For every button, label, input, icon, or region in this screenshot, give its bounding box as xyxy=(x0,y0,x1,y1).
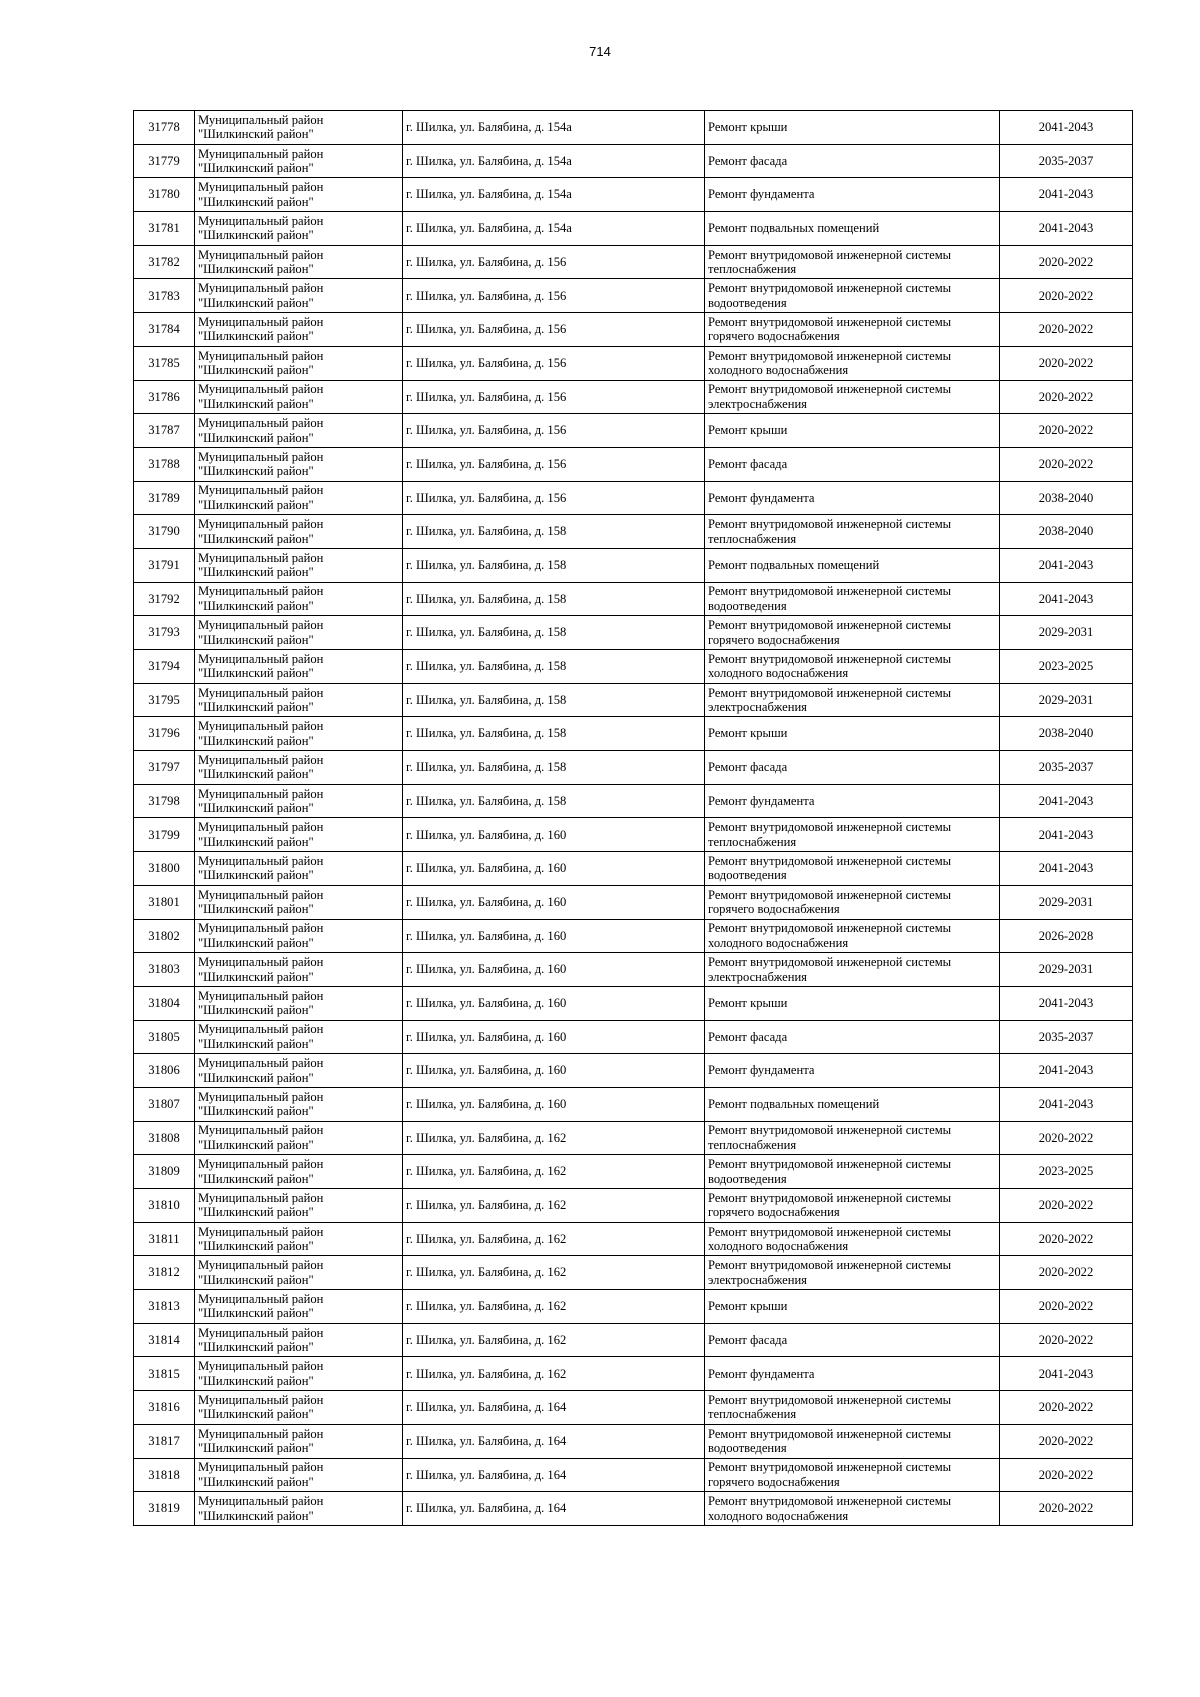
municipality-cell: Муниципальный район "Шилкинский район" xyxy=(195,717,403,751)
work-type-cell: Ремонт внутридомовой инженерной системы теплоснабжения xyxy=(705,1391,1000,1425)
period-cell: 2041-2043 xyxy=(1000,784,1133,818)
address-cell: г. Шилка, ул. Балябина, д. 158 xyxy=(403,650,705,684)
table-row xyxy=(134,919,1133,953)
period-cell: 2029-2031 xyxy=(1000,953,1133,987)
work-type-cell: Ремонт внутридомовой инженерной системы горячего водоснабжения xyxy=(705,313,1000,347)
work-type-cell: Ремонт внутридомовой инженерной системы теплоснабжения xyxy=(705,245,1000,279)
period-cell: 2038-2040 xyxy=(1000,515,1133,549)
work-type-cell: Ремонт подвальных помещений xyxy=(705,548,1000,582)
address-cell: г. Шилка, ул. Балябина, д. 156 xyxy=(403,245,705,279)
work-type-cell: Ремонт фасада xyxy=(705,1323,1000,1357)
table-row xyxy=(134,650,1133,684)
record-number-cell: 31813 xyxy=(134,1290,195,1324)
table-row xyxy=(134,1020,1133,1054)
table-row xyxy=(134,1087,1133,1121)
record-number-cell: 31783 xyxy=(134,279,195,313)
municipality-cell: Муниципальный район "Шилкинский район" xyxy=(195,212,403,246)
municipality-cell: Муниципальный район "Шилкинский район" xyxy=(195,1357,403,1391)
address-cell: г. Шилка, ул. Балябина, д. 162 xyxy=(403,1222,705,1256)
municipality-cell: Муниципальный район "Шилкинский район" xyxy=(195,919,403,953)
table-row xyxy=(134,481,1133,515)
period-cell: 2038-2040 xyxy=(1000,717,1133,751)
record-number-cell: 31780 xyxy=(134,178,195,212)
period-cell: 2020-2022 xyxy=(1000,313,1133,347)
period-cell: 2029-2031 xyxy=(1000,616,1133,650)
work-type-cell: Ремонт внутридомовой инженерной системы горячего водоснабжения xyxy=(705,616,1000,650)
period-cell: 2020-2022 xyxy=(1000,1222,1133,1256)
period-cell: 2020-2022 xyxy=(1000,414,1133,448)
work-type-cell: Ремонт внутридомовой инженерной системы холодного водоснабжения xyxy=(705,650,1000,684)
address-cell: г. Шилка, ул. Балябина, д. 154а xyxy=(403,144,705,178)
work-type-cell: Ремонт внутридомовой инженерной системы горячего водоснабжения xyxy=(705,885,1000,919)
record-number-cell: 31816 xyxy=(134,1391,195,1425)
record-number-cell: 31818 xyxy=(134,1458,195,1492)
work-type-cell: Ремонт внутридомовой инженерной системы теплоснабжения xyxy=(705,515,1000,549)
table-row xyxy=(134,515,1133,549)
table-row xyxy=(134,1492,1133,1526)
period-cell: 2020-2022 xyxy=(1000,1492,1133,1526)
record-number-cell: 31815 xyxy=(134,1357,195,1391)
work-type-cell: Ремонт крыши xyxy=(705,717,1000,751)
address-cell: г. Шилка, ул. Балябина, д. 160 xyxy=(403,1054,705,1088)
work-type-cell: Ремонт внутридомовой инженерной системы водоотведения xyxy=(705,1424,1000,1458)
record-number-cell: 31795 xyxy=(134,683,195,717)
period-cell: 2041-2043 xyxy=(1000,212,1133,246)
record-number-cell: 31805 xyxy=(134,1020,195,1054)
period-cell: 2029-2031 xyxy=(1000,885,1133,919)
address-cell: г. Шилка, ул. Балябина, д. 160 xyxy=(403,986,705,1020)
table-row xyxy=(134,380,1133,414)
table-row xyxy=(134,313,1133,347)
record-number-cell: 31800 xyxy=(134,852,195,886)
address-cell: г. Шилка, ул. Балябина, д. 164 xyxy=(403,1391,705,1425)
municipality-cell: Муниципальный район "Шилкинский район" xyxy=(195,1121,403,1155)
work-type-cell: Ремонт внутридомовой инженерной системы водоотведения xyxy=(705,1155,1000,1189)
municipality-cell: Муниципальный район "Шилкинский район" xyxy=(195,279,403,313)
record-number-cell: 31791 xyxy=(134,548,195,582)
table-row xyxy=(134,751,1133,785)
municipality-cell: Муниципальный район "Шилкинский район" xyxy=(195,1323,403,1357)
municipality-cell: Муниципальный район "Шилкинский район" xyxy=(195,111,403,145)
period-cell: 2041-2043 xyxy=(1000,178,1133,212)
period-cell: 2041-2043 xyxy=(1000,1087,1133,1121)
table-row xyxy=(134,1391,1133,1425)
work-type-cell: Ремонт внутридомовой инженерной системы горячего водоснабжения xyxy=(705,1458,1000,1492)
address-cell: г. Шилка, ул. Балябина, д. 154а xyxy=(403,111,705,145)
municipality-cell: Муниципальный район "Шилкинский район" xyxy=(195,1155,403,1189)
work-type-cell: Ремонт крыши xyxy=(705,986,1000,1020)
table-row xyxy=(134,1458,1133,1492)
record-number-cell: 31793 xyxy=(134,616,195,650)
period-cell: 2041-2043 xyxy=(1000,111,1133,145)
address-cell: г. Шилка, ул. Балябина, д. 158 xyxy=(403,515,705,549)
address-cell: г. Шилка, ул. Балябина, д. 154а xyxy=(403,212,705,246)
work-type-cell: Ремонт фундамента xyxy=(705,1054,1000,1088)
municipality-cell: Муниципальный район "Шилкинский район" xyxy=(195,144,403,178)
municipality-cell: Муниципальный район "Шилкинский район" xyxy=(195,582,403,616)
table-row xyxy=(134,852,1133,886)
period-cell: 2041-2043 xyxy=(1000,852,1133,886)
address-cell: г. Шилка, ул. Балябина, д. 156 xyxy=(403,279,705,313)
work-type-cell: Ремонт внутридомовой инженерной системы электроснабжения xyxy=(705,380,1000,414)
address-cell: г. Шилка, ул. Балябина, д. 154а xyxy=(403,178,705,212)
address-cell: г. Шилка, ул. Балябина, д. 156 xyxy=(403,313,705,347)
municipality-cell: Муниципальный район "Шилкинский район" xyxy=(195,616,403,650)
work-type-cell: Ремонт крыши xyxy=(705,111,1000,145)
work-type-cell: Ремонт крыши xyxy=(705,414,1000,448)
work-type-cell: Ремонт внутридомовой инженерной системы водоотведения xyxy=(705,279,1000,313)
address-cell: г. Шилка, ул. Балябина, д. 160 xyxy=(403,885,705,919)
record-number-cell: 31807 xyxy=(134,1087,195,1121)
work-type-cell: Ремонт подвальных помещений xyxy=(705,212,1000,246)
period-cell: 2020-2022 xyxy=(1000,447,1133,481)
period-cell: 2041-2043 xyxy=(1000,818,1133,852)
record-number-cell: 31790 xyxy=(134,515,195,549)
table-row xyxy=(134,986,1133,1020)
record-number-cell: 31782 xyxy=(134,245,195,279)
period-cell: 2020-2022 xyxy=(1000,279,1133,313)
record-number-cell: 31799 xyxy=(134,818,195,852)
period-cell: 2035-2037 xyxy=(1000,1020,1133,1054)
municipality-cell: Муниципальный район "Шилкинский район" xyxy=(195,1189,403,1223)
registry-table xyxy=(133,110,1133,1526)
record-number-cell: 31794 xyxy=(134,650,195,684)
work-type-cell: Ремонт внутридомовой инженерной системы электроснабжения xyxy=(705,1256,1000,1290)
municipality-cell: Муниципальный район "Шилкинский район" xyxy=(195,986,403,1020)
table-row xyxy=(134,1189,1133,1223)
table-row xyxy=(134,111,1133,145)
record-number-cell: 31796 xyxy=(134,717,195,751)
record-number-cell: 31779 xyxy=(134,144,195,178)
work-type-cell: Ремонт внутридомовой инженерной системы холодного водоснабжения xyxy=(705,919,1000,953)
table-row xyxy=(134,1424,1133,1458)
record-number-cell: 31786 xyxy=(134,380,195,414)
work-type-cell: Ремонт внутридомовой инженерной системы электроснабжения xyxy=(705,953,1000,987)
record-number-cell: 31797 xyxy=(134,751,195,785)
table-row xyxy=(134,414,1133,448)
record-number-cell: 31785 xyxy=(134,346,195,380)
period-cell: 2035-2037 xyxy=(1000,751,1133,785)
period-cell: 2041-2043 xyxy=(1000,582,1133,616)
page-number: 714 xyxy=(589,44,611,59)
municipality-cell: Муниципальный район "Шилкинский район" xyxy=(195,1020,403,1054)
work-type-cell: Ремонт фундамента xyxy=(705,178,1000,212)
period-cell: 2038-2040 xyxy=(1000,481,1133,515)
period-cell: 2023-2025 xyxy=(1000,650,1133,684)
address-cell: г. Шилка, ул. Балябина, д. 156 xyxy=(403,380,705,414)
municipality-cell: Муниципальный район "Шилкинский район" xyxy=(195,953,403,987)
work-type-cell: Ремонт внутридомовой инженерной системы горячего водоснабжения xyxy=(705,1189,1000,1223)
period-cell: 2020-2022 xyxy=(1000,346,1133,380)
table-row xyxy=(134,683,1133,717)
municipality-cell: Муниципальный район "Шилкинский район" xyxy=(195,1492,403,1526)
table-row xyxy=(134,144,1133,178)
address-cell: г. Шилка, ул. Балябина, д. 160 xyxy=(403,818,705,852)
record-number-cell: 31803 xyxy=(134,953,195,987)
municipality-cell: Муниципальный район "Шилкинский район" xyxy=(195,1424,403,1458)
address-cell: г. Шилка, ул. Балябина, д. 158 xyxy=(403,717,705,751)
table-row xyxy=(134,616,1133,650)
period-cell: 2041-2043 xyxy=(1000,986,1133,1020)
table-row xyxy=(134,279,1133,313)
table-row xyxy=(134,717,1133,751)
municipality-cell: Муниципальный район "Шилкинский район" xyxy=(195,380,403,414)
record-number-cell: 31784 xyxy=(134,313,195,347)
address-cell: г. Шилка, ул. Балябина, д. 158 xyxy=(403,616,705,650)
period-cell: 2020-2022 xyxy=(1000,1121,1133,1155)
table-row xyxy=(134,1357,1133,1391)
record-number-cell: 31804 xyxy=(134,986,195,1020)
work-type-cell: Ремонт внутридомовой инженерной системы теплоснабжения xyxy=(705,1121,1000,1155)
work-type-cell: Ремонт внутридомовой инженерной системы водоотведения xyxy=(705,582,1000,616)
municipality-cell: Муниципальный район "Шилкинский район" xyxy=(195,346,403,380)
period-cell: 2041-2043 xyxy=(1000,1357,1133,1391)
period-cell: 2023-2025 xyxy=(1000,1155,1133,1189)
period-cell: 2020-2022 xyxy=(1000,1458,1133,1492)
address-cell: г. Шилка, ул. Балябина, д. 156 xyxy=(403,414,705,448)
period-cell: 2035-2037 xyxy=(1000,144,1133,178)
address-cell: г. Шилка, ул. Балябина, д. 160 xyxy=(403,919,705,953)
record-number-cell: 31789 xyxy=(134,481,195,515)
record-number-cell: 31787 xyxy=(134,414,195,448)
address-cell: г. Шилка, ул. Балябина, д. 164 xyxy=(403,1424,705,1458)
table-row xyxy=(134,178,1133,212)
address-cell: г. Шилка, ул. Балябина, д. 158 xyxy=(403,751,705,785)
municipality-cell: Муниципальный район "Шилкинский район" xyxy=(195,784,403,818)
municipality-cell: Муниципальный район "Шилкинский район" xyxy=(195,548,403,582)
municipality-cell: Муниципальный район "Шилкинский район" xyxy=(195,1391,403,1425)
municipality-cell: Муниципальный район "Шилкинский район" xyxy=(195,1054,403,1088)
address-cell: г. Шилка, ул. Балябина, д. 162 xyxy=(403,1256,705,1290)
address-cell: г. Шилка, ул. Балябина, д. 156 xyxy=(403,346,705,380)
period-cell: 2020-2022 xyxy=(1000,1424,1133,1458)
period-cell: 2041-2043 xyxy=(1000,548,1133,582)
address-cell: г. Шилка, ул. Балябина, д. 164 xyxy=(403,1458,705,1492)
municipality-cell: Муниципальный район "Шилкинский район" xyxy=(195,1458,403,1492)
record-number-cell: 31814 xyxy=(134,1323,195,1357)
work-type-cell: Ремонт фундамента xyxy=(705,1357,1000,1391)
table-row xyxy=(134,212,1133,246)
address-cell: г. Шилка, ул. Балябина, д. 160 xyxy=(403,852,705,886)
address-cell: г. Шилка, ул. Балябина, д. 158 xyxy=(403,784,705,818)
municipality-cell: Муниципальный район "Шилкинский район" xyxy=(195,852,403,886)
period-cell: 2020-2022 xyxy=(1000,1290,1133,1324)
address-cell: г. Шилка, ул. Балябина, д. 160 xyxy=(403,1020,705,1054)
table-row xyxy=(134,1155,1133,1189)
municipality-cell: Муниципальный район "Шилкинский район" xyxy=(195,683,403,717)
table-row xyxy=(134,548,1133,582)
table-row xyxy=(134,1256,1133,1290)
record-number-cell: 31811 xyxy=(134,1222,195,1256)
address-cell: г. Шилка, ул. Балябина, д. 158 xyxy=(403,548,705,582)
address-cell: г. Шилка, ул. Балябина, д. 162 xyxy=(403,1357,705,1391)
municipality-cell: Муниципальный район "Шилкинский район" xyxy=(195,1290,403,1324)
record-number-cell: 31810 xyxy=(134,1189,195,1223)
work-type-cell: Ремонт внутридомовой инженерной системы холодного водоснабжения xyxy=(705,1492,1000,1526)
record-number-cell: 31817 xyxy=(134,1424,195,1458)
table-row xyxy=(134,784,1133,818)
table-row xyxy=(134,1222,1133,1256)
address-cell: г. Шилка, ул. Балябина, д. 158 xyxy=(403,683,705,717)
work-type-cell: Ремонт внутридомовой инженерной системы теплоснабжения xyxy=(705,818,1000,852)
municipality-cell: Муниципальный район "Шилкинский район" xyxy=(195,515,403,549)
municipality-cell: Муниципальный район "Шилкинский район" xyxy=(195,650,403,684)
table-row xyxy=(134,818,1133,852)
work-type-cell: Ремонт фасада xyxy=(705,751,1000,785)
address-cell: г. Шилка, ул. Балябина, д. 156 xyxy=(403,481,705,515)
municipality-cell: Муниципальный район "Шилкинский район" xyxy=(195,447,403,481)
table-row xyxy=(134,885,1133,919)
address-cell: г. Шилка, ул. Балябина, д. 162 xyxy=(403,1121,705,1155)
municipality-cell: Муниципальный район "Шилкинский район" xyxy=(195,245,403,279)
municipality-cell: Муниципальный район "Шилкинский район" xyxy=(195,885,403,919)
table-row xyxy=(134,1323,1133,1357)
period-cell: 2041-2043 xyxy=(1000,1054,1133,1088)
period-cell: 2026-2028 xyxy=(1000,919,1133,953)
record-number-cell: 31819 xyxy=(134,1492,195,1526)
municipality-cell: Муниципальный район "Шилкинский район" xyxy=(195,1087,403,1121)
address-cell: г. Шилка, ул. Балябина, д. 162 xyxy=(403,1290,705,1324)
table-row xyxy=(134,346,1133,380)
address-cell: г. Шилка, ул. Балябина, д. 162 xyxy=(403,1189,705,1223)
record-number-cell: 31781 xyxy=(134,212,195,246)
period-cell: 2020-2022 xyxy=(1000,1189,1133,1223)
table-row xyxy=(134,1121,1133,1155)
address-cell: г. Шилка, ул. Балябина, д. 162 xyxy=(403,1155,705,1189)
municipality-cell: Муниципальный район "Шилкинский район" xyxy=(195,751,403,785)
record-number-cell: 31808 xyxy=(134,1121,195,1155)
municipality-cell: Муниципальный район "Шилкинский район" xyxy=(195,481,403,515)
period-cell: 2020-2022 xyxy=(1000,245,1133,279)
work-type-cell: Ремонт фасада xyxy=(705,144,1000,178)
period-cell: 2020-2022 xyxy=(1000,1323,1133,1357)
municipality-cell: Муниципальный район "Шилкинский район" xyxy=(195,1222,403,1256)
work-type-cell: Ремонт внутридомовой инженерной системы холодного водоснабжения xyxy=(705,1222,1000,1256)
address-cell: г. Шилка, ул. Балябина, д. 160 xyxy=(403,953,705,987)
work-type-cell: Ремонт внутридомовой инженерной системы холодного водоснабжения xyxy=(705,346,1000,380)
record-number-cell: 31792 xyxy=(134,582,195,616)
table-row xyxy=(134,1054,1133,1088)
work-type-cell: Ремонт фундамента xyxy=(705,784,1000,818)
work-type-cell: Ремонт фасада xyxy=(705,1020,1000,1054)
period-cell: 2020-2022 xyxy=(1000,1256,1133,1290)
period-cell: 2020-2022 xyxy=(1000,380,1133,414)
address-cell: г. Шилка, ул. Балябина, д. 160 xyxy=(403,1087,705,1121)
address-cell: г. Шилка, ул. Балябина, д. 164 xyxy=(403,1492,705,1526)
table-row xyxy=(134,447,1133,481)
record-number-cell: 31806 xyxy=(134,1054,195,1088)
municipality-cell: Муниципальный район "Шилкинский район" xyxy=(195,818,403,852)
period-cell: 2029-2031 xyxy=(1000,683,1133,717)
table-row xyxy=(134,582,1133,616)
table-row xyxy=(134,953,1133,987)
address-cell: г. Шилка, ул. Балябина, д. 156 xyxy=(403,447,705,481)
work-type-cell: Ремонт фасада xyxy=(705,447,1000,481)
record-number-cell: 31802 xyxy=(134,919,195,953)
address-cell: г. Шилка, ул. Балябина, д. 162 xyxy=(403,1323,705,1357)
municipality-cell: Муниципальный район "Шилкинский район" xyxy=(195,178,403,212)
municipality-cell: Муниципальный район "Шилкинский район" xyxy=(195,1256,403,1290)
work-type-cell: Ремонт внутридомовой инженерной системы водоотведения xyxy=(705,852,1000,886)
work-type-cell: Ремонт фундамента xyxy=(705,481,1000,515)
record-number-cell: 31778 xyxy=(134,111,195,145)
record-number-cell: 31812 xyxy=(134,1256,195,1290)
record-number-cell: 31788 xyxy=(134,447,195,481)
table-row xyxy=(134,245,1133,279)
record-number-cell: 31801 xyxy=(134,885,195,919)
registry-table-body xyxy=(134,111,1133,1526)
municipality-cell: Муниципальный район "Шилкинский район" xyxy=(195,414,403,448)
municipality-cell: Муниципальный район "Шилкинский район" xyxy=(195,313,403,347)
record-number-cell: 31809 xyxy=(134,1155,195,1189)
work-type-cell: Ремонт крыши xyxy=(705,1290,1000,1324)
work-type-cell: Ремонт внутридомовой инженерной системы электроснабжения xyxy=(705,683,1000,717)
table-row xyxy=(134,1290,1133,1324)
address-cell: г. Шилка, ул. Балябина, д. 158 xyxy=(403,582,705,616)
period-cell: 2020-2022 xyxy=(1000,1391,1133,1425)
work-type-cell: Ремонт подвальных помещений xyxy=(705,1087,1000,1121)
record-number-cell: 31798 xyxy=(134,784,195,818)
